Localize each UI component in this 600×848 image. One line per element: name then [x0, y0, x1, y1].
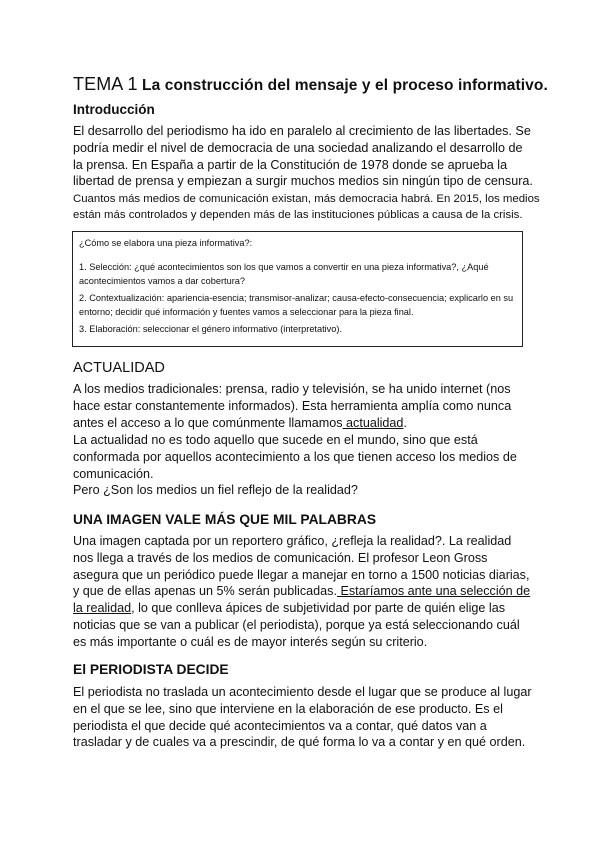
actualidad-paragraph-2: La actualidad no es todo aquello que sucede en el mundo, sino que está conformada por aquellos acontecimiento a los que tienen acceso los medios de comunicación.	[73, 433, 517, 481]
box-question: ¿Cómo se elabora una pieza informativa?:	[79, 238, 253, 248]
document-title	[73, 74, 548, 95]
box-item-3: 3. Elaboración: seleccionar el género informativo (interpretativo).	[79, 324, 342, 334]
actualidad-paragraph-3: Pero ¿Son los medios un fiel reflejo de la realidad?	[73, 483, 358, 497]
intro-heading: Introducción	[73, 102, 155, 117]
periodista-heading: El PERIODISTA DECIDE	[73, 662, 229, 677]
imagen-underlined: Estaríamos ante una selección de la realidad	[73, 584, 531, 616]
imagen-text-b: , lo que conlleva ápices de subjetividad por parte de quién elige las noticias que se van a publicar (el periodista), porque ya está seleccionando cuál es más importante o cuál es de mayor interés según su criterio.	[73, 601, 520, 649]
actualidad-underlined: actualidad	[342, 415, 404, 430]
imagen-heading: UNA IMAGEN VALE MÁS QUE MIL PALABRAS	[73, 512, 377, 527]
intro-paragraph-1: El desarrollo del periodismo ha ido en paralelo al crecimiento de las libertades. Se podría medir el nivel de democracia de una sociedad analizando el desarrollo de la prensa. En España a partir de la Constitución de 1978 donde se aprueba la libertad de prensa y empiezan a surgir muchos medios sin ningún tipo de censura.	[73, 124, 533, 189]
actualidad-paragraph-1	[73, 381, 533, 431]
process-box	[72, 231, 523, 347]
imagen-paragraph	[73, 533, 533, 651]
box-item-1: 1. Selección: ¿qué acontecimientos son los que vamos a convertir en una pieza informativa?, ¿Aqué acontecimientos vamos a dar cobertura?	[79, 262, 489, 286]
title-text: La construcción del mensaje y el proceso informativo.	[142, 77, 548, 94]
actualidad-p1-end: .	[403, 415, 407, 430]
title-number: TEMA 1	[73, 74, 138, 94]
intro-paragraph-2: Cuantos más medios de comunicación existan, más democracia habrá. En 2015, los medios están más controlados y dependen más de las instituciones públicas a causa de la crisis.	[73, 193, 540, 221]
imagen-text-a: Una imagen captada por un reportero gráfico, ¿refleja la realidad?. La realidad nos llega a través de los medios de comunicación. El profesor Leon Gross asegura que un periódico puede llegar a manejar en torno a 1500 noticias diarias, y que de ellas apenas un 5% serán publicadas.	[73, 534, 530, 599]
actualidad-p1-text: A los medios tradicionales: prensa, radio y televisión, se ha unido internet (nos hace estar constantemente informados). Esta herramienta amplía como nunca antes el acceso a lo que comúnmente llamamos	[73, 382, 512, 430]
periodista-paragraph: El periodista no traslada un acontecimiento desde el lugar que se produce al lugar en el que se lee, sino que interviene en la elaboración de ese producto. Es el periodista el que decide qué acontecimientos va a contar, qué datos van a trasladar y de cuales va a prescindir, de qué forma lo va a contar y en qué orden.	[73, 685, 532, 750]
box-item-2: 2. Contextualización: apariencia-esencia; transmisor-analizar; causa-efecto-consecuencia; explicarlo en su entorno; decidir qué información y fuentes vamos a seleccionar para la pieza final.	[79, 293, 514, 317]
actualidad-heading: ACTUALIDAD	[73, 360, 165, 376]
